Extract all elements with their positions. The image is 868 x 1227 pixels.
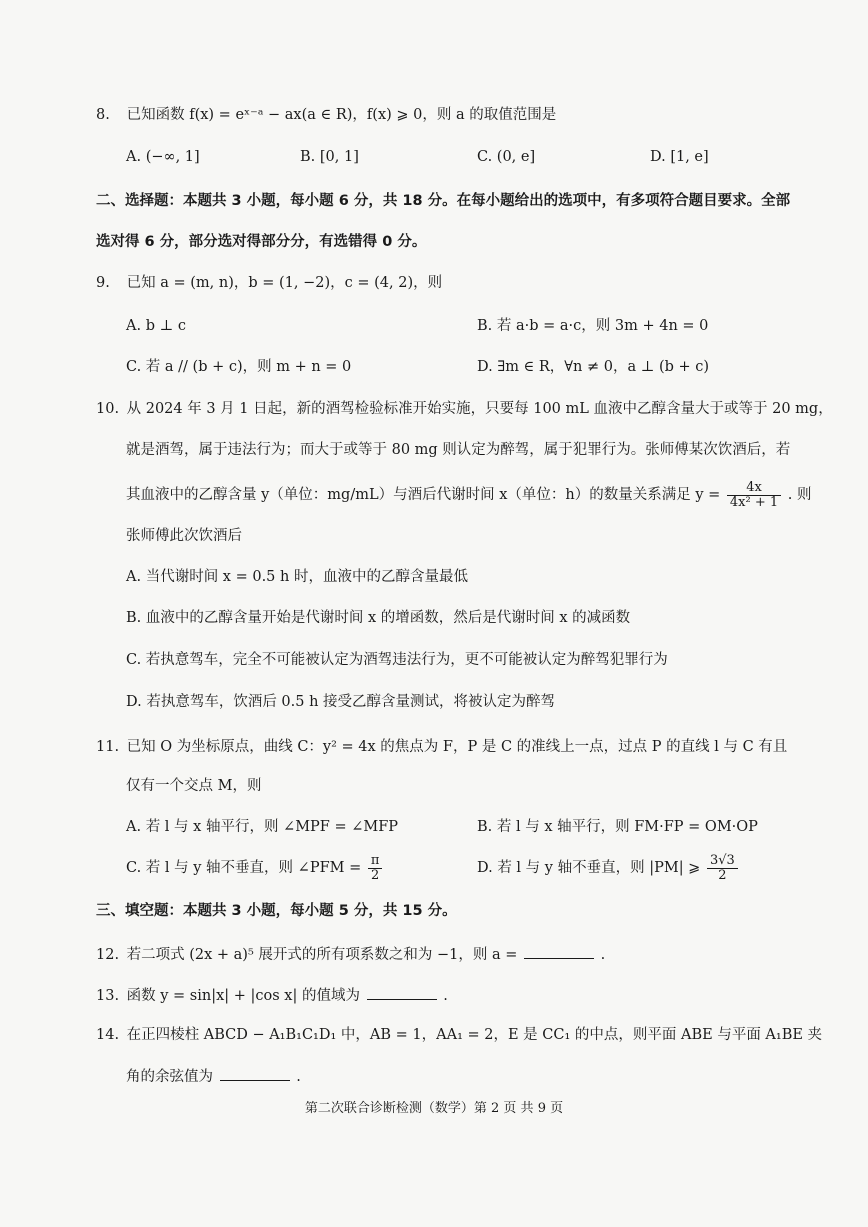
question-text: .	[296, 1069, 301, 1085]
question-14-line2	[126, 1066, 301, 1087]
question-10-line2: 就是酒驾，属于违法行为；而大于或等于 80 mg 则认定为醉驾，属于犯罪行为。张师傅某次饮酒后，若	[126, 442, 791, 458]
question-text: . 则	[787, 487, 812, 503]
question-number: 13.	[96, 988, 120, 1004]
q11-option-b: B. 若 l 与 x 轴平行，则 FM·FP = OM·OP	[477, 819, 758, 835]
question-text: 从 2024 年 3 月 1 日起，新的酒驾检验标准开始实施，只要每 100 mL 血液中乙醇含量大于或等于 20 mg，	[126, 401, 833, 417]
question-number: 10.	[96, 401, 120, 417]
q8-option-d: D. [1, e]	[650, 149, 709, 165]
fraction-numerator: 4x	[727, 481, 781, 496]
q8-option-c: C. (0, e]	[477, 149, 536, 165]
q8-option-b: B. [0, 1]	[300, 149, 359, 165]
question-9-stem	[96, 273, 442, 293]
fraction-denominator: 2	[370, 867, 380, 883]
question-text: 在正四棱柱 ABCD − A₁B₁C₁D₁ 中，AB = 1，AA₁ = 2，E 是 CC₁ 的中点，则平面 ABE 与平面 A₁BE 夹	[126, 1027, 823, 1043]
question-text: .	[443, 988, 448, 1004]
question-text: 已知 a = (m, n)，b = (1, −2)，c = (4, 2)，则	[126, 275, 443, 291]
question-number: 12.	[96, 947, 120, 963]
fraction-denominator: 2	[718, 867, 727, 883]
answer-blank[interactable]	[524, 944, 594, 959]
question-11-line1	[96, 737, 787, 757]
question-number: 9.	[96, 275, 110, 291]
option-text: C. 若 l 与 y 轴不垂直，则 ∠PFM =	[126, 860, 362, 876]
question-number: 11.	[96, 739, 120, 755]
section-2-heading-line1: 二、选择题：本题共 3 小题，每小题 6 分，共 18 分。在每小题给出的选项中，有多项符合题目要求。全部	[96, 193, 791, 209]
question-10-line3	[126, 478, 811, 512]
option-text: D. 若 l 与 y 轴不垂直，则 |PM| ⩾	[477, 860, 701, 876]
q10-option-b: B. 血液中的乙醇含量开始是代谢时间 x 的增函数，然后是代谢时间 x 的减函数	[126, 610, 631, 626]
q9-option-b: B. 若 a·b = a·c，则 3m + 4n = 0	[477, 318, 709, 334]
question-10-line4: 张师傅此次饮酒后	[126, 528, 242, 544]
q8-option-a: A. (−∞, 1]	[126, 149, 200, 165]
question-number: 14.	[96, 1027, 120, 1043]
fraction-numerator: π	[368, 854, 383, 869]
section-3-heading: 三、填空题：本题共 3 小题，每小题 5 分，共 15 分。	[96, 903, 457, 919]
question-10-line1	[96, 399, 833, 419]
question-text: 若二项式 (2x + a)⁵ 展开式的所有项系数之和为 −1，则 a =	[126, 947, 518, 963]
question-text: 其血液中的乙醇含量 y（单位：mg/mL）与酒后代谢时间 x（单位：h）的数量关系满足 y =	[126, 487, 721, 503]
answer-blank[interactable]	[220, 1066, 290, 1081]
q9-option-a: A. b ⊥ c	[126, 318, 186, 334]
q11-option-a: A. 若 l 与 x 轴平行，则 ∠MPF = ∠MFP	[126, 819, 399, 835]
question-14-line1	[96, 1025, 822, 1045]
q9-option-c: C. 若 a // (b + c)，则 m + n = 0	[126, 359, 352, 375]
q10-option-c: C. 若执意驾车，完全不可能被认定为酒驾违法行为，更不可能被认定为醉驾犯罪行为	[126, 652, 668, 668]
question-12	[96, 944, 605, 965]
q11-option-c	[126, 851, 384, 885]
answer-blank[interactable]	[367, 985, 437, 1000]
question-number: 8.	[96, 107, 110, 123]
question-text: 已知 O 为坐标原点，曲线 C：y² = 4x 的焦点为 F，P 是 C 的准线上一点，过点 P 的直线 l 与 C 有且	[126, 739, 788, 755]
q9-option-d: D. ∃m ∈ R，∀n ≠ 0，a ⊥ (b + c)	[477, 359, 710, 375]
question-11-line2: 仅有一个交点 M，则	[126, 778, 262, 794]
q10-option-d: D. 若执意驾车，饮酒后 0.5 h 接受乙醇含量测试，将被认定为醉驾	[126, 694, 556, 710]
fraction-denominator: 4x² + 1	[729, 494, 779, 510]
q10-option-a: A. 当代谢时间 x = 0.5 h 时，血液中的乙醇含量最低	[126, 569, 468, 585]
question-text: 已知函数 f(x) = eˣ⁻ᵃ − ax(a ∈ R)，f(x) ⩾ 0，则 a 的取值范围是	[126, 107, 557, 123]
question-13	[96, 985, 448, 1006]
section-2-heading-line2: 选对得 6 分，部分选对得部分分，有选错得 0 分。	[96, 234, 427, 250]
page-footer: 第二次联合诊断检测（数学）第 2 页 共 9 页	[304, 1101, 564, 1116]
question-text: 函数 y = sin|x| + |cos x| 的值域为	[126, 988, 360, 1004]
question-text: 角的余弦值为	[126, 1069, 213, 1085]
fraction	[727, 481, 781, 510]
fraction	[368, 854, 383, 883]
question-8-stem	[96, 105, 556, 125]
q11-option-d	[477, 851, 740, 885]
question-text: .	[600, 947, 606, 963]
fraction-numerator: 3√3	[707, 854, 738, 869]
fraction	[707, 854, 738, 883]
